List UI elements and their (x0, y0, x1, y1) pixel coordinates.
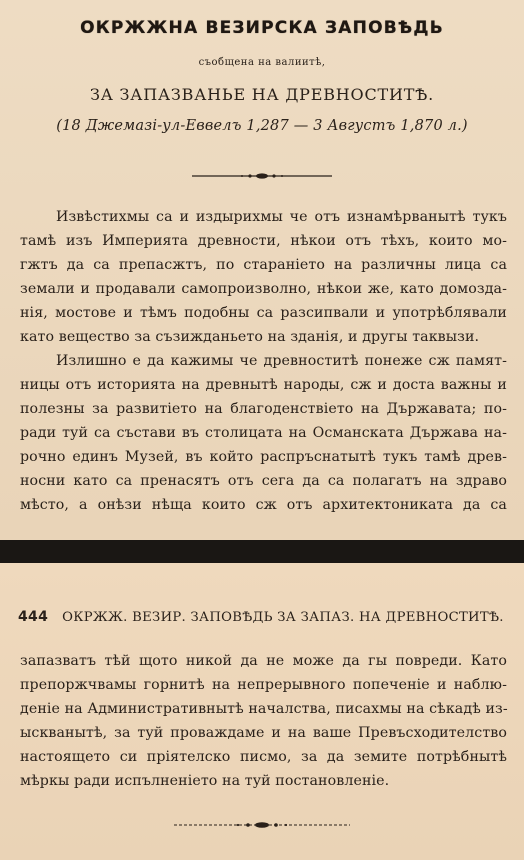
text-line: тамѣ изъ Империята древности, нѣкои отъ тѣхъ, които мо- (20, 233, 507, 249)
text-line: нія, мостове и тѣмъ подобны са разсипвали и употрѣблявали (20, 305, 507, 321)
text-line: запазватъ тѣй щото никой да не може да гы повреди. Като (20, 653, 507, 669)
text-line: ницы отъ историята на древнытѣ народы, сж и доста важны и (20, 377, 507, 393)
text-line: настоящето си пріятелско писмо, за да земите потрѣбнытѣ (20, 749, 507, 765)
text-line: ыскванытѣ, за туй проваждаме и на ваше Превъсходителство (20, 725, 507, 741)
text-line: земали и продавали самопроизволно, нѣкои же, като домозда- (20, 281, 507, 297)
running-head (18, 609, 508, 625)
text-line: носни като са пренасятъ отъ сега да са полагатъ на здраво (20, 473, 507, 489)
text-line: рочно единъ Музей, въ който распръснатытѣ тукъ тамѣ древ- (20, 449, 507, 465)
text-line: ради туй са състави въ столицата на Османската Държава на- (20, 425, 507, 441)
decree-heading: ОКРЖЖНА ВЕЗИРСКА ЗАПОВѢДЬ (80, 18, 444, 38)
text-line: гжтъ да са препасжтъ, по стараніето на различны лица са (20, 257, 507, 273)
text-line: като вещество за съзижданьето на зданія, и другы таквызи. (20, 329, 480, 345)
text-line: полезны за развитіето на благоденствіето на Държавата; по- (20, 401, 507, 417)
text-line: Извѣстихмы са и издырихмы че отъ изнамѣрванытѣ тукъ (56, 209, 507, 225)
decree-title: ЗА ЗАПАЗВАНЬЕ НА ДРЕВНОСТИТѢ. (89, 85, 435, 104)
running-head-title: ОКРЖЖ. ВЕЗИР. ЗАПОВѢДЬ ЗА ЗАПАЗ. НА ДРЕВНОСТИТѢ. (62, 610, 504, 625)
page-bottom (0, 563, 524, 860)
text-line: мѣсто, а онѣзи нѣща които сж отъ архитектониката да са (20, 497, 507, 513)
decree-subheading: съобщена на валиитѣ, (198, 57, 326, 68)
decree-date: (18 Джемазі-ул-Еввелъ 1,287 — 3 Августъ 1,870 л.) (56, 118, 468, 134)
ornament-divider (174, 820, 350, 830)
page-number: 444 (18, 609, 49, 625)
text-line: Излишно е да кажимы че древноститѣ понеже сж памят- (56, 353, 507, 369)
text-line: деніе на Административнытѣ началства, писахмы на сѣкадѣ из- (20, 701, 508, 717)
text-line: мѣркы ради испълненіето на туй постановленіе. (20, 773, 390, 789)
ornament-divider (192, 171, 332, 181)
text-line: препоржчвамы горнитѣ на непрерывного попеченіе и наблю- (20, 677, 507, 693)
